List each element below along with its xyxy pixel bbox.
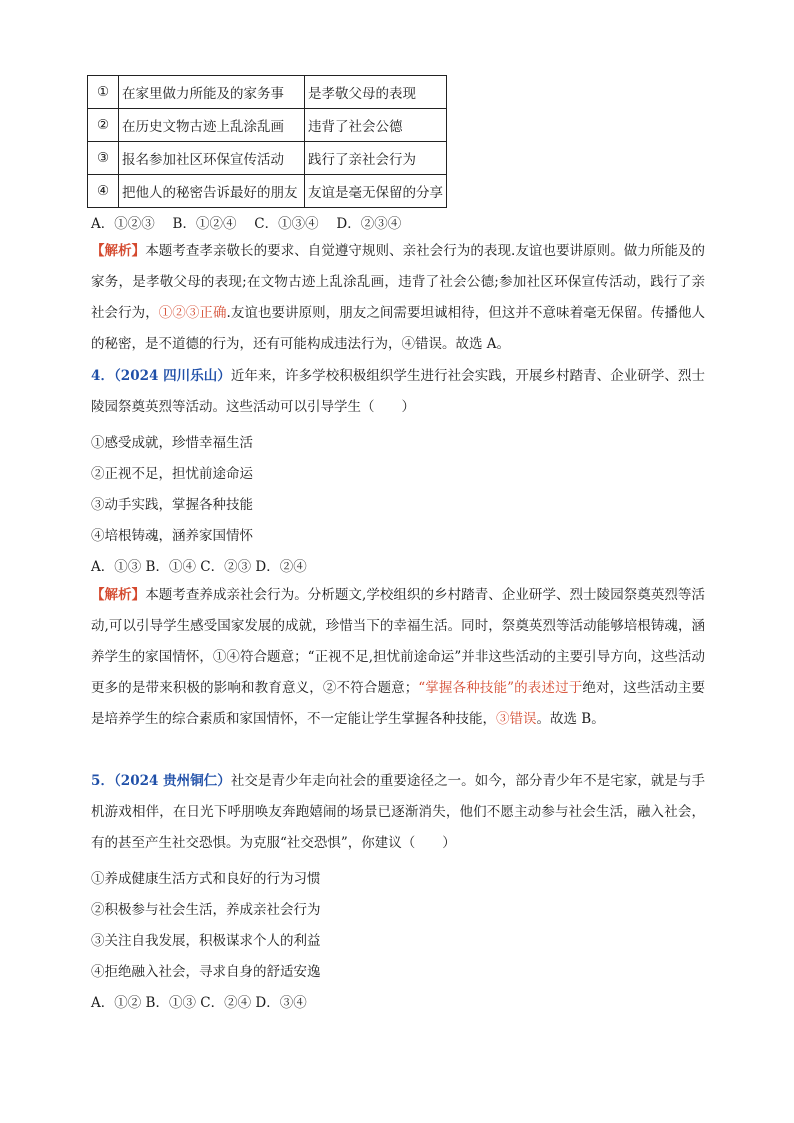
statement-judgement: 是孝敬父母的表现	[305, 76, 447, 109]
statement-action: 在家里做力所能及的家务事	[119, 76, 305, 109]
q4-analysis	[91, 580, 705, 735]
q3-analysis-text-2: .友谊也要讲原则，朋友之间需要坦诚相待，但这并不意味着毫无保留。传播他人的秘密，是不道德的行为，还有可能构成违法行为，④错误。故选 A。	[91, 305, 706, 352]
q4-analysis-highlight-2: ③错误	[496, 711, 537, 727]
q3-analysis	[91, 236, 705, 360]
table-row	[88, 76, 447, 109]
analysis-tag: 【解析】	[91, 587, 146, 603]
q4-stem-text: 近年来，许多学校积极组织学生进行社会实践，开展乡村踏青、企业研学、烈士陵园祭奠英烈等活动。这些活动可以引导学生（ ）	[91, 368, 705, 415]
q3-choices: A．①②③ B．①②④ C．①③④ D．②③④	[91, 216, 402, 232]
statement-action: 在历史文物古迹上乱涂乱画	[119, 109, 305, 142]
statement-number: ④	[88, 175, 119, 208]
statement-number: ①	[88, 76, 119, 109]
q4-analysis-text-1: 本题考查养成亲社会行为。分析题文,学校组织的乡村踏青、企业研学、烈士陵园祭奠英烈等活动,可以引导学生感受国家发展的成就，珍惜当下的幸福生活。同时，祭奠英烈等活动能够培根铸魂，涵养学生的家国情怀，①④符合题意；“正视不足,担忧前途命运”并非这些活动的主要引导方向，这些活动更多的是带来积极的影响和教育意义，②不符合题意；	[91, 587, 706, 696]
table-row	[88, 142, 447, 175]
q4-source: （2024 四川乐山）	[114, 368, 231, 384]
q5-option-1: ①养成健康生活方式和良好的行为习惯	[91, 871, 321, 887]
q5-choices: A．①② B．①③ C．②④ D．③④	[91, 995, 307, 1011]
statement-table	[87, 75, 447, 208]
q3-analysis-text-1: 本题考查孝亲敬长的要求、自觉遵守规则、亲社会行为的表现.友谊也要讲原则。做力所能及的家务，是孝敬父母的表现;在文物古迹上乱涂乱画，违背了社会公德;参加社区环保宣传活动，践行了亲社会行为，	[91, 243, 706, 321]
q5-option-3: ③关注自我发展，积极谋求个人的利益	[91, 933, 321, 949]
q4-analysis-text-2: 绝对，这些活动主要是培养学生的综合素质和家国情怀，不一定能让学生掌握各种技能，	[91, 680, 705, 727]
table-row	[88, 175, 447, 208]
statement-judgement: 友谊是毫无保留的分享	[305, 175, 447, 208]
statement-judgement: 践行了亲社会行为	[305, 142, 447, 175]
q4-analysis-highlight-1: “掌握各种技能”的表述过于	[418, 680, 583, 696]
statement-number: ②	[88, 109, 119, 142]
q4-option-3: ③动手实践，掌握各种技能	[91, 497, 253, 513]
q5-number: 5．	[91, 773, 114, 789]
statement-action: 把他人的秘密告诉最好的朋友	[119, 175, 305, 208]
q5-option-4: ④拒绝融入社会，寻求自身的舒适安逸	[91, 964, 321, 980]
analysis-tag: 【解析】	[91, 243, 146, 259]
q4-analysis-text-3: 。故选 B。	[536, 711, 605, 727]
q4-option-4: ④培根铸魂，涵养家国情怀	[91, 528, 253, 544]
q4-choices: A．①③ B．①④ C．②③ D．②④	[91, 559, 307, 575]
statement-action: 报名参加社区环保宣传活动	[119, 142, 305, 175]
statement-judgement: 违背了社会公德	[305, 109, 447, 142]
q4-option-1: ①感受成就，珍惜幸福生活	[91, 435, 253, 451]
q5-stem	[91, 766, 705, 859]
q4-option-2: ②正视不足，担忧前途命运	[91, 466, 253, 482]
statement-number: ③	[88, 142, 119, 175]
q5-option-2: ②积极参与社会生活，养成亲社会行为	[91, 902, 321, 918]
q3-analysis-highlight: ①②③正确	[158, 305, 227, 321]
q5-stem-text: 社交是青少年走向社会的重要途径之一。如今，部分青少年不是宅家，就是与手机游戏相伴，在日光下呼朋唤友奔跑嬉闹的场景已逐渐消失，他们不愿主动参与社会生活，融入社会，有的甚至产生社交恐惧。为克服“社交恐惧”，你建议（ ）	[91, 773, 705, 851]
q4-number: 4．	[91, 368, 114, 384]
table-row	[88, 109, 447, 142]
q5-source: （2024 贵州铜仁）	[114, 773, 231, 789]
q4-stem	[91, 361, 705, 423]
